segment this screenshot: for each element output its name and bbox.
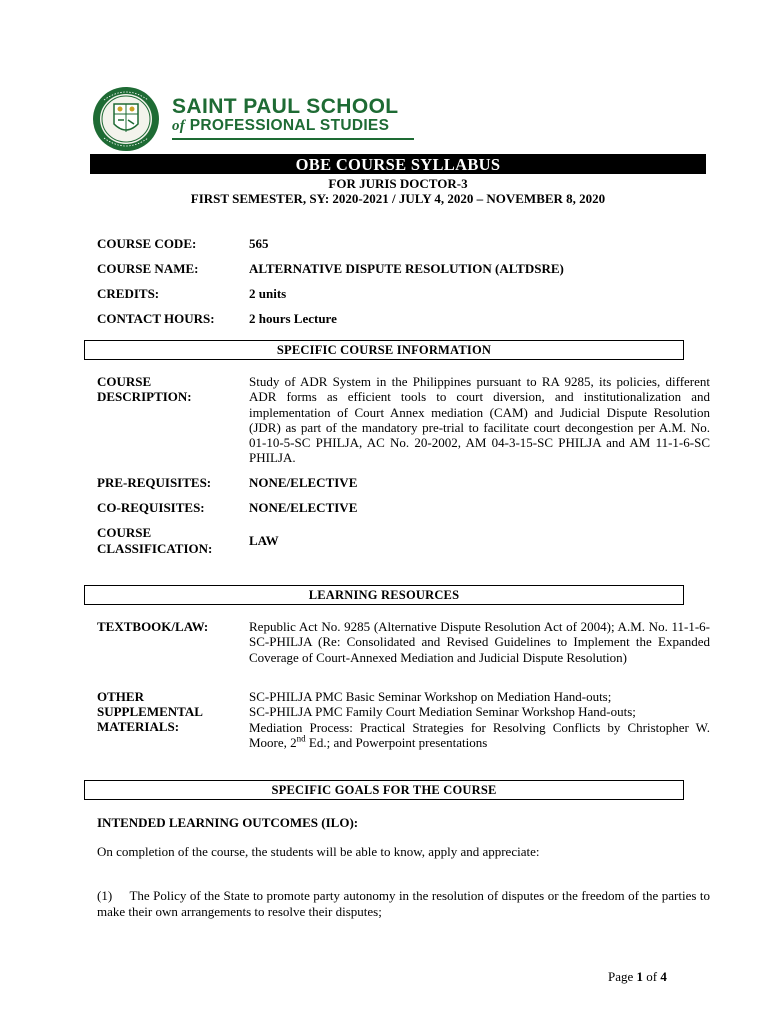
contact-hours-value: 2 hours Lecture	[249, 311, 337, 326]
credits-value: 2 units	[249, 286, 287, 301]
school-name-rest: PROFESSIONAL STUDIES	[189, 117, 390, 134]
classification-label-2: CLASSIFICATION:	[97, 541, 213, 556]
specific-info-heading: SPECIFIC COURSE INFORMATION	[84, 340, 684, 360]
credits-label: CREDITS:	[97, 286, 160, 301]
other-materials-line-3	[249, 720, 710, 751]
other-materials-value	[249, 689, 710, 750]
program-subtitle: FOR JURIS DOCTOR-3	[328, 176, 468, 191]
school-name-of: of	[172, 118, 186, 134]
page-of-word: of	[646, 969, 658, 984]
course-name-value: ALTERNATIVE DISPUTE RESOLUTION (ALTDSRE)	[249, 261, 564, 276]
corequisites-value: NONE/ELECTIVE	[249, 500, 358, 515]
prerequisites-label: PRE-REQUISITES:	[97, 475, 212, 490]
course-code-value: 565	[249, 236, 269, 251]
logo-rule	[172, 138, 414, 140]
course-description-label-2: DESCRIPTION:	[97, 389, 192, 404]
other-materials-line-3b: Ed.; and Powerpoint presentations	[305, 734, 488, 750]
course-name-label: COURSE NAME:	[97, 261, 199, 276]
page-number	[608, 969, 667, 985]
course-code-label: COURSE CODE:	[97, 236, 197, 251]
course-description: Study of ADR System in the Philippines pursuant to RA 9285, its policies, different ADR forms as efficient tools to court diversion, and institutionalization and implementation of Court Annex mediation (CAM) and Judicial Dispute Resolution (JDR) as part of the mandatory pre-trial to facilitate court decongestion per A.M. No. 01-10-5-SC PHILJA, AC No. 20-2002, AM 04-3-15-SC PHILJA and AM 11-1-6-SC PHILJA.	[249, 374, 710, 466]
contact-hours-label: CONTACT HOURS:	[97, 311, 215, 326]
textbook-value: Republic Act No. 9285 (Alternative Dispute Resolution Act of 2004); A.M. No. 11-1-6-SC-PHILJA (Re: Consolidated and Revised Guidelines to Implement the Expanded Coverage of Court-Annexed Mediation and Judicial Dispute Resolution)	[249, 619, 710, 665]
page-current: 1	[636, 969, 644, 984]
classification-label-1: COURSE	[97, 525, 152, 540]
prerequisites-value: NONE/ELECTIVE	[249, 475, 358, 490]
page-total: 4	[660, 969, 667, 984]
ilo-intro: On completion of the course, the students will be able to know, apply and appreciate:	[97, 844, 540, 859]
corequisites-label: CO-REQUISITES:	[97, 500, 205, 515]
ilo-item-1: (1) The Policy of the State to promote party autonomy in the resolution of disputes or the freedom of the parties to make their own arrangements to resolve their disputes;	[97, 888, 710, 919]
ilo-heading: INTENDED LEARNING OUTCOMES (ILO):	[97, 815, 359, 830]
school-seal-icon	[92, 86, 162, 152]
course-description-label-1: COURSE	[97, 374, 152, 389]
page-word: Page	[608, 969, 634, 984]
textbook-label: TEXTBOOK/LAW:	[97, 619, 209, 634]
edition-superscript: nd	[296, 733, 306, 744]
other-materials-label-3: MATERIALS:	[97, 719, 180, 734]
specific-goals-heading: SPECIFIC GOALS FOR THE COURSE	[84, 780, 684, 800]
other-materials-line-3a: Mediation Process: Practical Strategies for Resolving Conflicts by Christopher W. Moore, 2	[249, 719, 710, 750]
school-name-line2	[172, 117, 389, 135]
other-materials-line-1: SC-PHILJA PMC Basic Seminar Workshop on Mediation Hand-outs;	[249, 689, 612, 704]
document-title: OBE COURSE SYLLABUS	[90, 154, 706, 174]
school-logo	[92, 86, 432, 152]
semester-subtitle: FIRST SEMESTER, SY: 2020-2021 / JULY 4, 2020 – NOVEMBER 8, 2020	[190, 191, 606, 206]
other-materials-line-2: SC-PHILJA PMC Family Court Mediation Seminar Workshop Hand-outs;	[249, 704, 636, 720]
other-materials-label-2: SUPPLEMENTAL	[97, 704, 203, 719]
learning-resources-heading: LEARNING RESOURCES	[84, 585, 684, 605]
other-materials-label-1: OTHER	[97, 689, 144, 704]
school-name-line1: SAINT PAUL SCHOOL	[172, 95, 399, 118]
classification-value: LAW	[249, 533, 279, 548]
